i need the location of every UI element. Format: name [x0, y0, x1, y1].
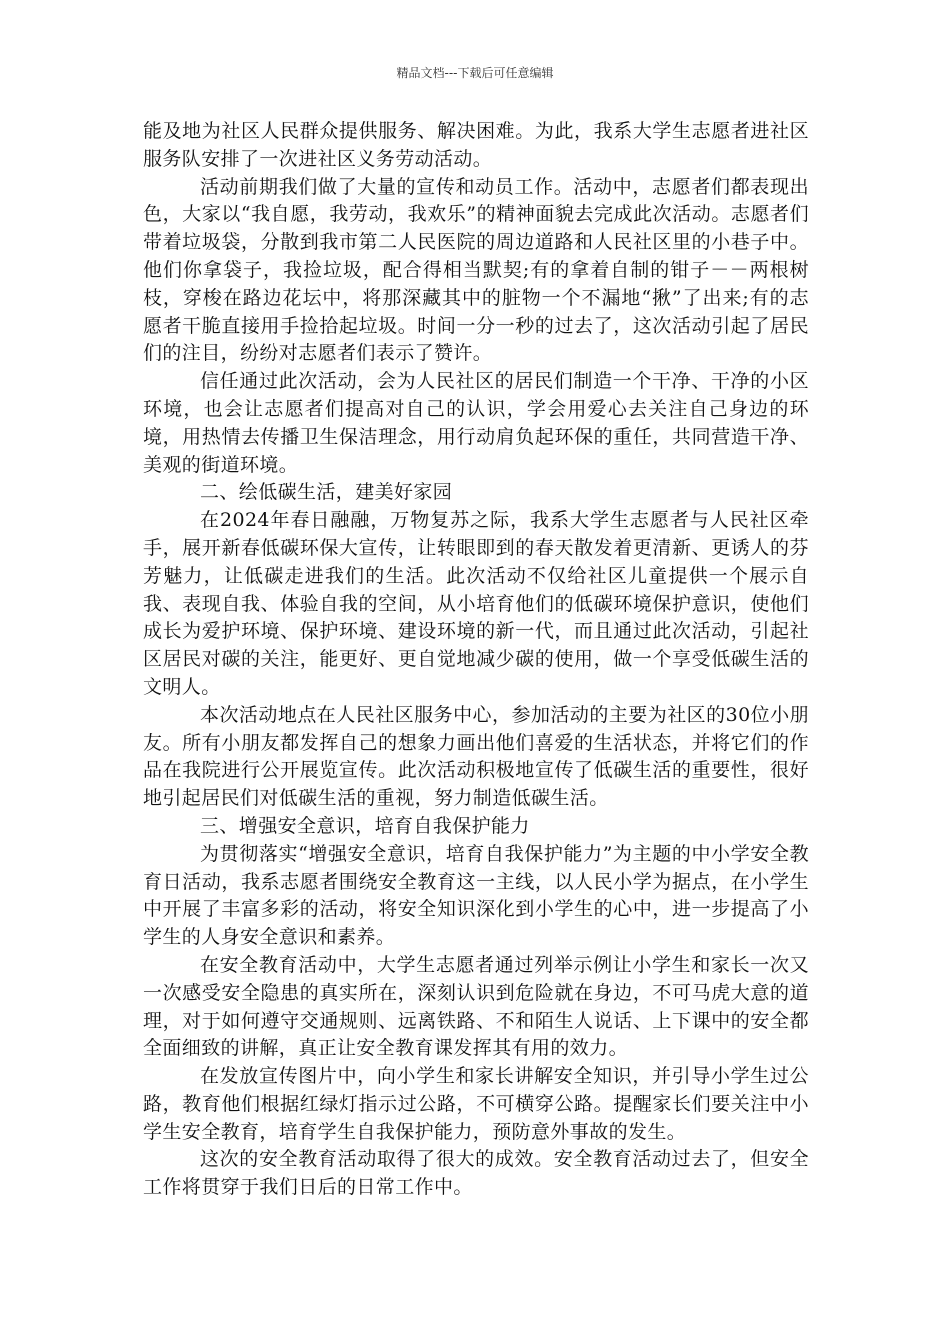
document-body	[143, 118, 809, 1202]
section-heading: 二、绘低碳生活，建美好家园	[200, 481, 453, 504]
section-heading: 三、增强安全意识，培育自我保护能力	[200, 814, 530, 837]
paragraph: 信任通过此次活动，会为人民社区的居民们制造一个干净、干净的小区环境，也会让志愿者们提高对自己的认识，学会用爱心去关注自己身边的环境，用热情去传播卫生保洁理念，用行动肩负起环保的重任，共同营造干净、美观的街道环境。	[143, 370, 809, 476]
paragraph-continuation: 能及地为社区人民群众提供服务、解决困难。为此，我系大学生志愿者进社区服务队安排了一次进社区义务劳动活动。	[143, 120, 809, 170]
paragraph: 在安全教育活动中，大学生志愿者通过列举示例让小学生和家长一次又一次感受安全隐患的真实所在，深刻认识到危险就在身边，不可马虎大意的道理，对于如何遵守交通规则、远离铁路、不和陌生人说话、上下课中的安全都全面细致的讲解，真正让安全教育课发挥其有用的效力。	[143, 953, 809, 1060]
paragraph: 在发放宣传图片中，向小学生和家长讲解安全知识，并引导小学生过公路，教育他们根据红绿灯指示过公路，不可横穿公路。提醒家长们要关注中小学生安全教育，培育学生自我保护能力，预防意外事故的发生。	[143, 1065, 809, 1143]
paragraph: 本次活动地点在人民社区服务中心，参加活动的主要为社区的30位小朋友。所有小朋友都发挥自己的想象力画出他们喜爱的生活状态，并将它们的作品在我院进行公开展览宣传。此次活动积极地宣传了低碳生活的重要性，很好地引起居民们对低碳生活的重视，努力制造低碳生活。	[143, 703, 809, 810]
paragraph: 在2024年春日融融，万物复苏之际，我系大学生志愿者与人民社区牵手，展开新春低碳环保大宣传，让转眼即到的春天散发着更清新、更诱人的芬芳魅力，让低碳走进我们的生活。此次活动不仅给社区儿童提供一个展示自我、表现自我、体验自我的空间，从小培育他们的低碳环境保护意识，使他们成长为爱护环境、保护环境、建设环境的新一代，而且通过此次活动，引起社区居民对碳的关注，能更好、更自觉地减少碳的使用，做一个享受低碳生活的文明人。	[143, 509, 809, 698]
paragraph: 这次的安全教育活动取得了很大的成效。安全教育活动过去了，但安全工作将贯穿于我们日后的日常工作中。	[143, 1148, 809, 1199]
paragraph: 活动前期我们做了大量的宣传和动员工作。活动中，志愿者们都表现出色，大家以“我自愿，我劳动，我欢乐”的精神面貌去完成此次活动。志愿者们带着垃圾袋，分散到我市第二人民医院的周边道路和人民社区里的小巷子中。他们你拿袋子，我捡垃圾，配合得相当默契;有的拿着自制的钳子－－两根树枝，穿梭在路边花坛中，将那深藏其中的脏物一个不漏地“揪”了出来;有的志愿者干脆直接用手捡拾起垃圾。时间一分一秒的过去了，这次活动引起了居民们的注目，纷纷对志愿者们表示了赞许。	[143, 175, 809, 365]
paragraph: 为贯彻落实“增强安全意识，培育自我保护能力”为主题的中小学安全教育日活动，我系志愿者围绕安全教育这一主线，以人民小学为据点，在小学生中开展了丰富多彩的活动，将安全知识深化到小学生的心中，进一步提高了小学生的人身安全意识和素养。	[143, 842, 809, 949]
page-header: 精品文档---下载后可任意编辑	[396, 66, 554, 80]
